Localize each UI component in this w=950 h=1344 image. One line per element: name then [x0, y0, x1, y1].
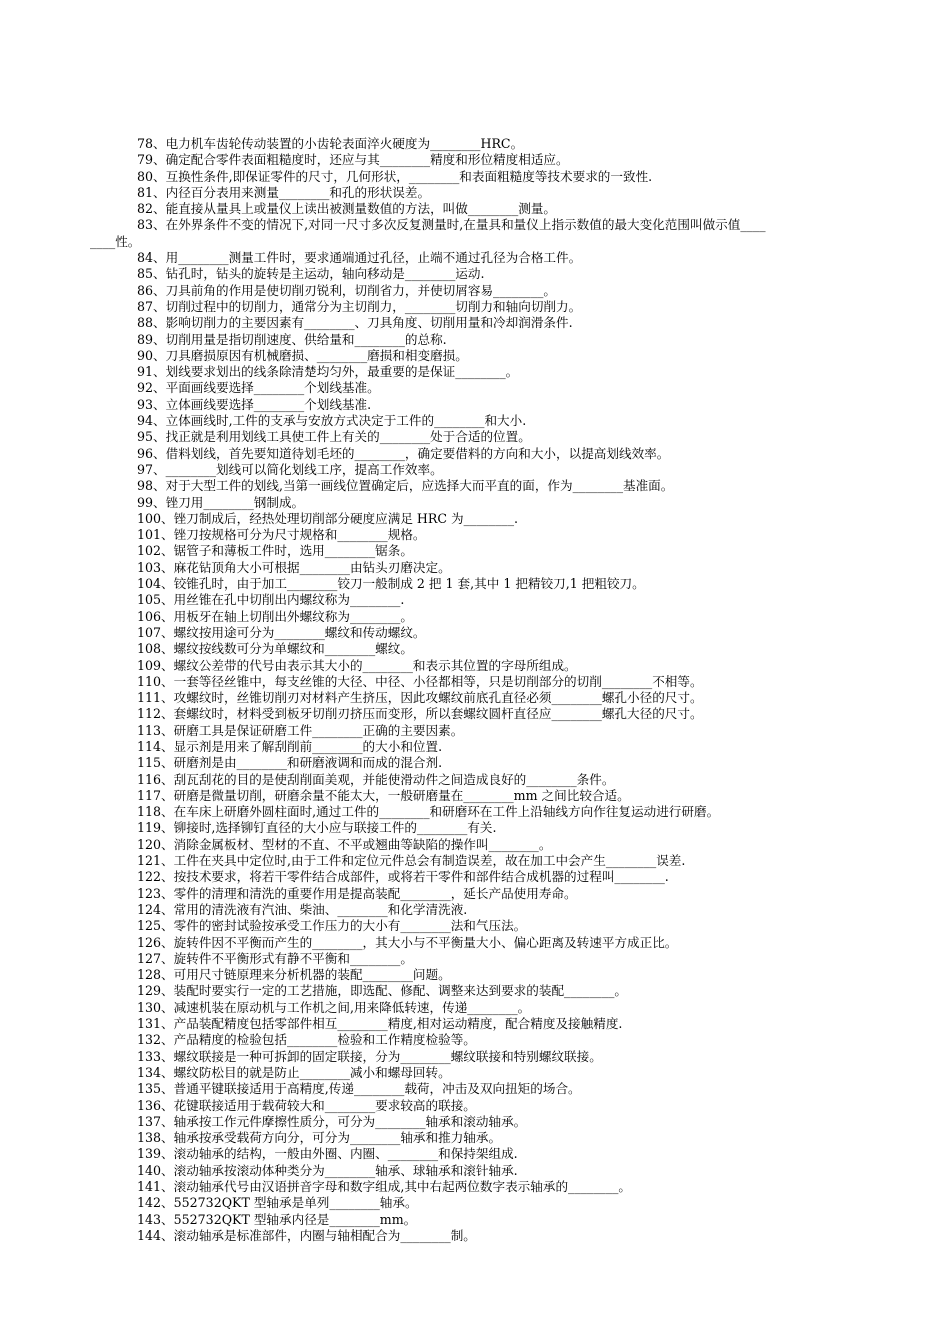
question-line: 90、刀具磨损原因有机械磨损、________磨损和相变磨损。	[137, 347, 468, 363]
question-line: 104、铰锥孔时，由于加工________铰刀一般制成 2 把 1 套,其中 1 把精铰刀,1 把粗铰刀。	[137, 576, 645, 592]
question-line: 121、工件在夹具中定位时,由于工件和定位元件总会有制造误差，故在加工中会产生________误差.	[137, 853, 686, 869]
question-line: 80、互换性条件,即保证零件的尺寸，几何形状，________和表面粗糙度等技术要求的一致性.	[137, 168, 653, 184]
question-line: 115、研磨剂是由________和研磨液调和而成的混合剂.	[137, 755, 443, 771]
question-line: 112、套螺纹时，材料受到板牙切削刃挤压而变形，所以套螺纹圆杆直径应________螺孔大径的尺寸。	[137, 706, 703, 722]
question-line: 106、用板牙在轴上切削出外螺纹称为________。	[137, 608, 413, 624]
question-line: 114、显示剂是用来了解刮削前________的大小和位置.	[137, 738, 443, 754]
question-line: 129、装配时要实行一定的工艺措施，即选配、修配、调整来达到要求的装配________。	[137, 983, 628, 999]
question-line: 119、铆接时,选择铆钉直径的大小应与联接工件的________有关.	[137, 820, 497, 836]
question-line: 122、按技术要求，将若干零件结合成部件，或将若干零件和部件结合成机器的过程叫________.	[137, 869, 669, 885]
question-line: 124、常用的清洗液有汽油、柴油、________和化学清洗液.	[137, 901, 468, 917]
question-line: 109、螺纹公差带的代号由表示其大小的________和表示其位置的字母所组成。	[137, 657, 577, 673]
question-line: 93、立体画线要选择________个划线基准.	[137, 396, 372, 412]
question-line: 82、能直接从量具上或量仪上读出被测量数值的方法，叫做________测量。	[137, 201, 557, 217]
question-line: 133、螺纹联接是一种可拆卸的固定联接，分为________螺纹联接和特别螺纹联接。	[137, 1048, 602, 1064]
question-line: 139、滚动轴承的结构，一般由外圈、内圈、________和保持架组成.	[137, 1146, 518, 1162]
question-list	[90, 136, 862, 1244]
question-line: 91、划线要求划出的线条除清楚均匀外，最重要的是保证________。	[137, 364, 519, 380]
question-line: 87、切削过程中的切削力，通常分为主切削力，________切削力和轴向切削力。	[137, 298, 582, 314]
question-line: 98、对于大型工件的划线,当第一画线位置确定后，应选择大而平直的面，作为________基准面。	[137, 478, 674, 494]
question-line: 81、内径百分表用来测量________和孔的形状误差。	[137, 184, 431, 200]
question-line: 97、________划线可以简化划线工序，提高工作效率。	[137, 461, 443, 477]
question-line: 136、花键联接适用于载荷较大和________要求较高的联接。	[137, 1097, 476, 1113]
question-line: 78、电力机车齿轮传动装置的小齿轮表面淬火硬度为________HRC。	[137, 136, 524, 151]
question-line: 94、立体画线时,工件的支承与安放方式决定于工件的________和大小.	[137, 413, 527, 429]
question-line: 120、消除金属板材、型材的不直、不平或翘曲等缺陷的操作叫________。	[137, 836, 552, 852]
question-line: 102、锯管子和薄板工件时，选用________锯条。	[137, 543, 413, 559]
question-line: 89、切削用量是指切削速度、供给量和________的总称.	[137, 331, 447, 347]
question-line: 107、螺纹按用途可分为________螺纹和传动螺纹。	[137, 624, 426, 640]
question-line: 92、平面画线要选择________个划线基准。	[137, 380, 380, 396]
question-line: 126、旋转件因不平衡而产生的________，其大小与不平衡量大小、偏心距离及转速平方成正比。	[137, 934, 678, 950]
question-line: 137、轴承按工作元件摩擦性质分，可分为________轴承和滚动轴承。	[137, 1113, 527, 1129]
question-line: 79、确定配合零件表面粗糙度时，还应与其________精度和形位精度相适应。	[137, 152, 569, 168]
question-line: 144、滚动轴承是标准部件，内圈与轴相配合为________制。	[137, 1227, 476, 1243]
question-line: 123、零件的清理和清洗的重要作用是提高装配________，延长产品使用寿命。	[137, 885, 577, 901]
question-line: 108、螺纹按线数可分为单螺纹和________螺纹。	[137, 641, 413, 657]
question-line: 138、轴承按承受载荷方向分，可分为________轴承和推力轴承。	[137, 1130, 502, 1146]
question-line: 113、研磨工具是保证研磨工件________正确的主要因素。	[137, 722, 464, 738]
question-line-continuation: ____性。	[90, 233, 141, 249]
question-line: 134、螺纹防松目的就是防止________减小和螺母回转。	[137, 1064, 451, 1080]
question-line: 96、借料划线，首先要知道待划毛坯的________，确定要借料的方向和大小，以提高划线效率。	[137, 445, 670, 461]
question-line: 110、一套等径丝锥中，每支丝锥的大径、中径、小径都相等，只是切削部分的切削________不相等。	[137, 673, 703, 689]
question-line: 101、锉刀按规格可分为尺寸规格和________规格。	[137, 527, 426, 543]
question-line: 111、攻螺纹时，丝锥切削刃对材料产生挤压，因此攻螺纹前底孔直径必须________螺孔小径的尺寸。	[137, 690, 703, 706]
question-line: 128、可用尺寸链原理来分析机器的装配________问题。	[137, 967, 451, 983]
question-line: 143、552732QKT 型轴承内径是________mm。	[137, 1211, 417, 1227]
question-line: 116、刮瓦刮花的目的是使刮削面美观，并能使滑动件之间造成良好的________条件。	[137, 771, 615, 787]
question-line: 117、研磨是微量切削，研磨余量不能太大，一般研磨量在________mm 之间比较合适。	[137, 787, 630, 803]
question-line: 131、产品装配精度包括零部件相互________精度,相对运动精度，配合精度及接触精度.	[137, 1016, 623, 1032]
question-line: 100、锉刀制成后，经热处理切削部分硬度应满足 HRC 为________.	[137, 510, 518, 526]
question-line: 141、滚动轴承代号由汉语拼音字母和数字组成,其中右起两位数字表示轴承的________。	[137, 1179, 632, 1194]
question-line: 140、滚动轴承按滚动体种类分为________轴承、球轴承和滚针轴承.	[137, 1162, 518, 1178]
question-line: 99、锉刀用________钢制成。	[137, 494, 305, 510]
question-line: 83、在外界条件不变的情况下,对同一尺寸多次反复测量时,在量具和量仪上指示数值的最大变化范围叫做示值____	[137, 217, 766, 233]
question-line: 103、麻花钻顶角大小可根据________由钻头刃磨决定。	[137, 559, 451, 575]
question-line: 135、普通平键联接适用于高精度,传递________载荷，冲击及双向扭矩的场合。	[137, 1081, 581, 1097]
question-line: 142、552732QKT 型轴承是单列________轴承。	[137, 1195, 418, 1211]
question-line: 85、钻孔时，钻头的旋转是主运动，轴向移动是________运动.	[137, 266, 485, 282]
question-line: 118、在车床上研磨外圆柱面时,通过工件的________和研磨环在工件上沿轴线方向作往复运动进行研磨。	[137, 804, 720, 820]
question-line: 132、产品精度的检验包括________检验和工作精度检验等。	[137, 1032, 476, 1048]
question-line: 95、找正就是利用划线工具使工件上有关的________处于合适的位置。	[137, 429, 531, 445]
question-line: 127、旋转件不平衡形式有静不平衡和________。	[137, 950, 413, 966]
question-line: 105、用丝锥在孔中切削出内螺纹称为________.	[137, 592, 405, 608]
question-line: 88、影响切削力的主要因素有________、刀具角度、切削用量和冷却润滑条件.	[137, 315, 573, 331]
question-line: 84、用________测量工件时，要求通端通过孔径，止端不通过孔径为合格工件。	[137, 250, 582, 266]
question-line: 86、刀具前角的作用是使切削刃锐利，切削省力，并使切屑容易________。	[137, 282, 557, 298]
question-line: 130、减速机装在原动机与工作机之间,用来降低转速，传递________。	[137, 999, 531, 1015]
question-line: 125、零件的密封试验按承受工作压力的大小有________法和气压法。	[137, 918, 527, 934]
